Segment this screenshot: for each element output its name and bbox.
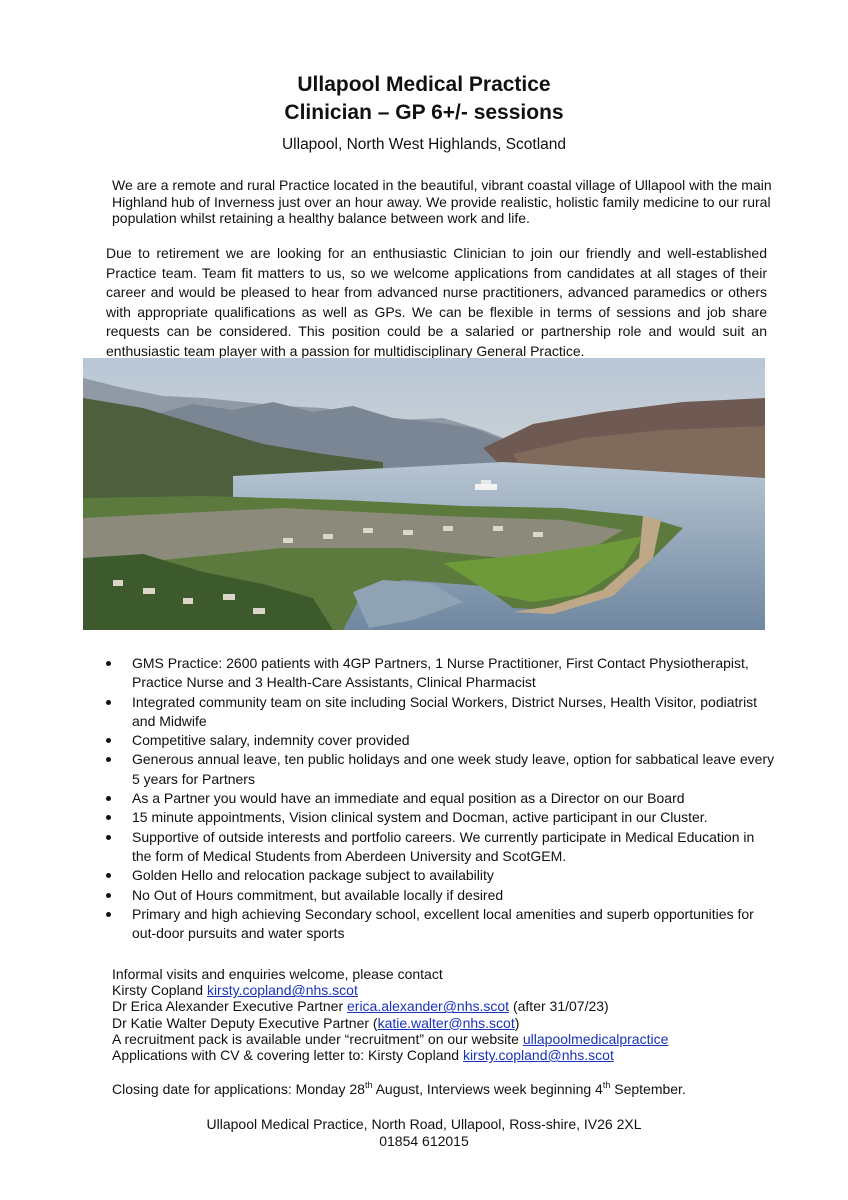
list-item: Generous annual leave, ten public holidays and one week study leave, option for sabbatical leave every 5 years for Partners (106, 750, 776, 789)
website-link[interactable]: ullapoolmedicalpractice (522, 1030, 669, 1047)
list-item: Supportive of outside interests and portfolio careers. We currently participate in Medical Education in the form of Medical Students from Aberdeen University and ScotGEM. (106, 828, 776, 867)
bullet-icon (106, 700, 111, 705)
list-item: As a Partner you would have an immediate and equal position as a Director on our Board (106, 789, 776, 808)
footer-phone: 01854 612015 (379, 1133, 469, 1149)
contact-intro: Informal visits and enquiries welcome, please contact (112, 966, 443, 982)
closing-date: Closing date for applications: Monday 28th August, Interviews week beginning 4th September. (112, 1080, 686, 1097)
bullet-icon (106, 873, 111, 878)
bullet-icon (106, 796, 111, 801)
job-title: Clinician – GP 6+/- sessions (284, 101, 564, 124)
list-item: Integrated community team on site including Social Workers, District Nurses, Health Visitor, podiatrist and Midwife (106, 693, 776, 732)
apply-email-link[interactable]: kirsty.copland@nhs.scot (462, 1047, 614, 1064)
katie-email-link[interactable]: katie.walter@nhs.scot (377, 1014, 515, 1031)
list-item: Primary and high achieving Secondary school, excellent local amenities and superb opportunities for out-door pursuits and water sports (106, 905, 776, 944)
contact-name: Dr Katie Walter Deputy Executive Partner ( (112, 1014, 378, 1031)
intro-paragraph: We are a remote and rural Practice located in the beautiful, vibrant coastal village of Ullapool with the main Highland hub of Inverness just over an hour away. We provide realistic, holistic family medicine to our rural population whilst retaining a healthy balance between work and life. (112, 177, 772, 226)
description-paragraph: Due to retirement we are looking for an enthusiastic Clinician to join our friendly and well-established Practice team. Team fit matters to us, so we welcome applications from candidates at all stages of their career and would be pleased to hear from advanced nurse practitioners, advanced paramedics or others with appropriate qualifications as well as GPs. We can be flexible in terms of sessions and job share requests can be considered. This position could be a salaried or partnership role and would suit an enthusiastic team player with a passion for multidisciplinary General Practice. (106, 245, 767, 359)
bullet-icon (106, 815, 111, 820)
bullet-icon (106, 835, 111, 840)
list-item: 15 minute appointments, Vision clinical system and Docman, active participant in our Cluster. (106, 808, 776, 827)
bullet-icon (106, 661, 111, 666)
contact-section: Informal visits and enquiries welcome, please contact Kirsty Copland kirsty.copland@nhs.scot Dr Erica Alexander Executive Partner erica.alexander@nhs.scot (after 31/07/23) Dr Katie Walter Deputy Executive Partner (katie.walter@nhs.scot) A recruitment pack is available under “recruitment” on our website ullapoolmedicalpractice Applications with CV & covering letter to: Kirsty Copland kirsty.copland@nhs.scot (112, 966, 772, 1063)
bullet-icon (106, 757, 111, 762)
kirsty-email-link[interactable]: kirsty.copland@nhs.scot (206, 982, 358, 999)
contact-name: Kirsty Copland (112, 982, 207, 999)
footer (0, 1116, 848, 1150)
bullet-icon (106, 738, 111, 743)
footer-address: Ullapool Medical Practice, North Road, Ullapool, Ross-shire, IV26 2XL (206, 1116, 642, 1132)
list-item: No Out of Hours commitment, but available locally if desired (106, 886, 776, 905)
practice-title: Ullapool Medical Practice (297, 73, 551, 96)
bullet-icon (106, 893, 111, 898)
list-item: Competitive salary, indemnity cover provided (106, 731, 776, 750)
list-item: Golden Hello and relocation package subject to availability (106, 866, 776, 885)
applications-text: Applications with CV & covering letter to: Kirsty Copland (112, 1047, 463, 1064)
benefits-list (106, 654, 776, 943)
ullapool-landscape-photo (83, 358, 765, 630)
location: Ullapool, North West Highlands, Scotland (281, 136, 567, 153)
erica-email-link[interactable]: erica.alexander@nhs.scot (347, 998, 510, 1015)
list-item: GMS Practice: 2600 patients with 4GP Partners, 1 Nurse Practitioner, First Contact Physiotherapist, Practice Nurse and 3 Health-Care Assistants, Clinical Pharmacist (106, 654, 776, 693)
bullet-icon (106, 912, 111, 917)
contact-note: (after 31/07/23) (509, 998, 609, 1015)
contact-name: Dr Erica Alexander Executive Partner (112, 998, 347, 1015)
recruitment-pack-text: A recruitment pack is available under “recruitment” on our website (112, 1030, 523, 1047)
